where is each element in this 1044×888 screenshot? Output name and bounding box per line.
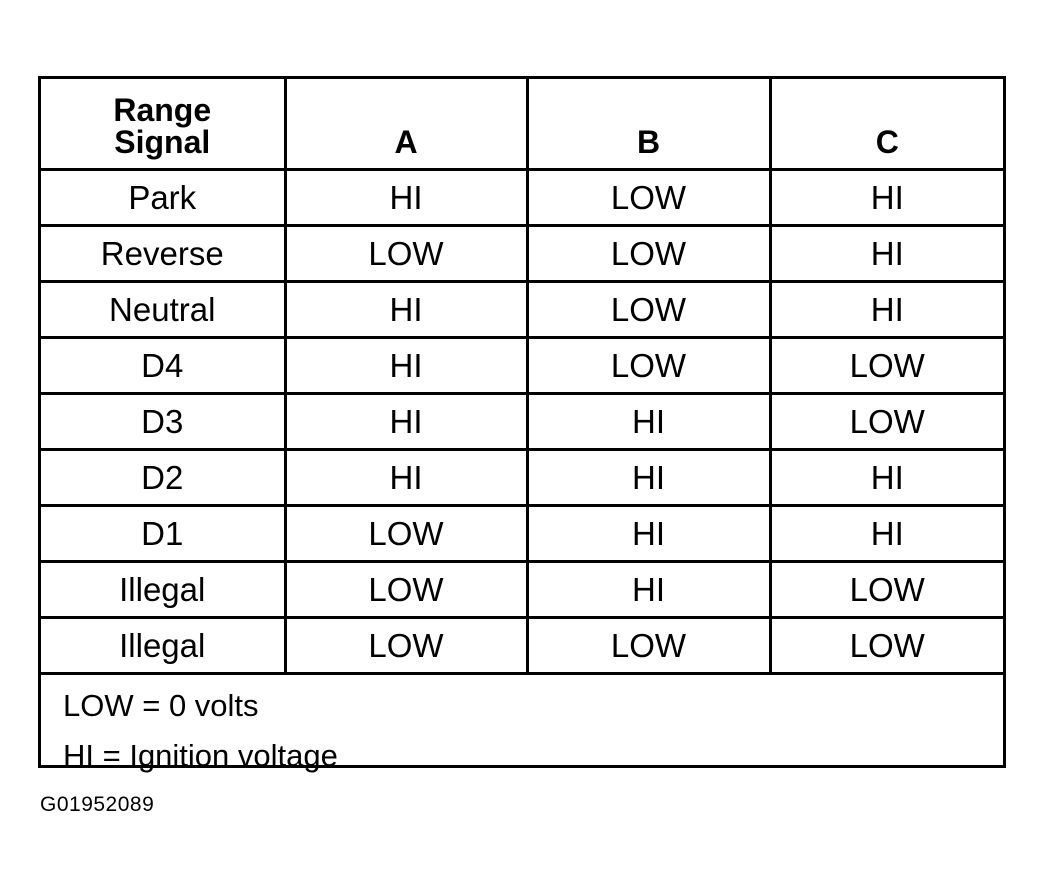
a-cell: HI [285, 281, 527, 337]
table-row [41, 505, 1003, 561]
c-cell: HI [770, 449, 1003, 505]
header-a: A [285, 79, 527, 169]
c-cell: LOW [770, 337, 1003, 393]
header-range-word: Range [113, 91, 212, 128]
legend [41, 675, 1003, 781]
a-cell: LOW [285, 505, 527, 561]
header-signal-word: Signal [114, 123, 211, 160]
table-row [41, 561, 1003, 617]
c-cell: LOW [770, 393, 1003, 449]
table-row [41, 281, 1003, 337]
legend-low: LOW = 0 volts [63, 688, 259, 723]
c-cell: LOW [770, 561, 1003, 617]
table-row [41, 169, 1003, 225]
c-cell: HI [770, 281, 1003, 337]
a-cell: LOW [285, 561, 527, 617]
table-row [41, 337, 1003, 393]
header-range-signal [41, 79, 285, 169]
range-cell: D2 [41, 449, 285, 505]
range-signal-figure [38, 76, 1006, 773]
c-cell: LOW [770, 617, 1003, 673]
range-cell: D3 [41, 393, 285, 449]
a-cell: HI [285, 393, 527, 449]
b-cell: LOW [527, 225, 770, 281]
table-row [41, 449, 1003, 505]
b-cell: HI [527, 449, 770, 505]
b-cell: HI [527, 561, 770, 617]
range-cell: D4 [41, 337, 285, 393]
b-cell: LOW [527, 281, 770, 337]
range-cell: D1 [41, 505, 285, 561]
c-cell: HI [770, 169, 1003, 225]
figure-id: G01952089 [40, 793, 155, 816]
b-cell: HI [527, 393, 770, 449]
b-cell: LOW [527, 169, 770, 225]
b-cell: LOW [527, 617, 770, 673]
a-cell: LOW [285, 617, 527, 673]
table-row [41, 393, 1003, 449]
header-b: B [527, 79, 770, 169]
header-c: C [770, 79, 1003, 169]
table-row [41, 617, 1003, 673]
header-row [41, 79, 1003, 169]
a-cell: LOW [285, 225, 527, 281]
table-row [41, 225, 1003, 281]
b-cell: HI [527, 505, 770, 561]
range-signal-table [41, 79, 1003, 675]
range-cell: Reverse [41, 225, 285, 281]
b-cell: LOW [527, 337, 770, 393]
range-cell: Park [41, 169, 285, 225]
range-cell: Neutral [41, 281, 285, 337]
c-cell: HI [770, 505, 1003, 561]
range-cell: Illegal [41, 617, 285, 673]
range-cell: Illegal [41, 561, 285, 617]
legend-hi: HI = Ignition voltage [63, 738, 338, 773]
c-cell: HI [770, 225, 1003, 281]
a-cell: HI [285, 337, 527, 393]
a-cell: HI [285, 449, 527, 505]
a-cell: HI [285, 169, 527, 225]
